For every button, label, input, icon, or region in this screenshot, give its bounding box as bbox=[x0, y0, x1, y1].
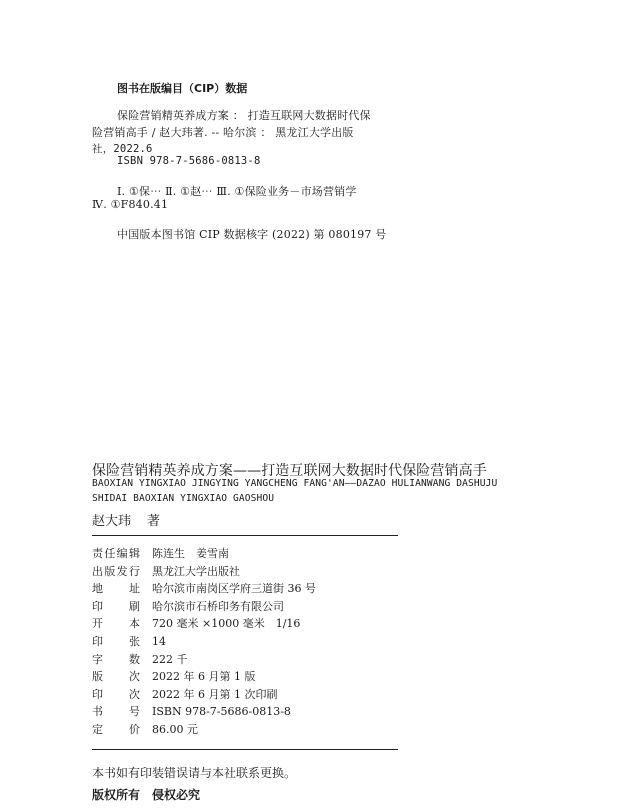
detail-value: 哈尔滨市石桥印务有限公司 bbox=[152, 599, 284, 613]
detail-label bbox=[92, 687, 140, 703]
detail-value: 14 bbox=[152, 635, 166, 648]
detail-label-char: 开 bbox=[92, 617, 103, 631]
detail-value: 86.00 元 bbox=[152, 723, 198, 736]
detail-value: 2022 年 6 月第 1 版 bbox=[152, 670, 256, 684]
cip-title-line-2: 险营销高手 / 赵大玮著. -- 哈尔滨 ： 黑龙江大学出版 bbox=[92, 126, 354, 139]
detail-label bbox=[92, 634, 140, 650]
detail-row bbox=[92, 722, 198, 738]
detail-label-char: 次 bbox=[129, 670, 140, 684]
detail-label-char: 地 bbox=[92, 582, 103, 596]
detail-row bbox=[92, 687, 278, 703]
detail-label-char: 字 bbox=[92, 652, 103, 666]
detail-label-char: 辑 bbox=[128, 547, 140, 560]
top-divider bbox=[92, 535, 398, 536]
detail-label-char: 址 bbox=[129, 582, 140, 596]
cip-subject-line-1: Ⅰ. ①保⋯ Ⅱ. ①赵⋯ Ⅲ. ①保险业务－市场营销学 bbox=[117, 185, 357, 198]
detail-label-char: 印 bbox=[92, 599, 103, 613]
detail-label-char: 编 bbox=[116, 547, 128, 560]
bottom-divider bbox=[92, 749, 398, 750]
detail-label bbox=[92, 669, 140, 685]
detail-label bbox=[92, 704, 140, 720]
cip-heading: 图书在版编目（CIP）数据 bbox=[117, 82, 248, 95]
detail-row bbox=[92, 616, 301, 632]
detail-value: ISBN 978-7-5686-0813-8 bbox=[152, 705, 291, 719]
detail-label-char: 印 bbox=[92, 635, 103, 648]
detail-row bbox=[92, 634, 166, 650]
author-line bbox=[92, 510, 160, 529]
detail-row bbox=[92, 599, 284, 615]
detail-value: 2022 年 6 月第 1 次印刷 bbox=[152, 687, 278, 701]
replacement-notice: 本书如有印装错误请与本社联系更换。 bbox=[92, 766, 297, 780]
book-title-pinyin-line-1: BAOXIAN YINGXIAO JINGYING YANGCHENG FANG'AN——DAZAO HULIANWANG DASHUJU bbox=[92, 478, 498, 489]
author-role: 著 bbox=[147, 514, 161, 529]
detail-label-char: 版 bbox=[92, 670, 103, 684]
detail-label bbox=[92, 564, 140, 580]
detail-label-char: 数 bbox=[129, 652, 140, 666]
detail-label-char: 书 bbox=[92, 705, 103, 719]
detail-label-char: 号 bbox=[129, 705, 140, 719]
detail-label-char: 价 bbox=[129, 723, 140, 736]
detail-row bbox=[92, 704, 291, 720]
detail-label-char: 行 bbox=[128, 564, 140, 578]
detail-value: 222 千 bbox=[152, 652, 188, 666]
detail-row bbox=[92, 564, 240, 580]
detail-label-char: 刷 bbox=[129, 599, 140, 613]
detail-row bbox=[92, 669, 256, 685]
detail-label bbox=[92, 581, 140, 597]
detail-label bbox=[92, 546, 140, 562]
book-title-pinyin-line-2: SHIDAI BAOXIAN YINGXIAO GAOSHOU bbox=[92, 493, 275, 504]
cip-title-line-3: 社，2022.6 bbox=[92, 143, 153, 155]
detail-label-char: 定 bbox=[92, 723, 103, 736]
detail-label-char: 张 bbox=[129, 635, 140, 648]
detail-label-char: 任 bbox=[104, 547, 116, 560]
detail-label-char: 版 bbox=[104, 564, 116, 578]
detail-value: 哈尔滨市南岗区学府三道街 36 号 bbox=[152, 582, 316, 596]
detail-label-char: 出 bbox=[92, 564, 103, 578]
detail-label bbox=[92, 599, 140, 615]
detail-label-char: 责 bbox=[92, 547, 103, 560]
cip-isbn: ISBN 978-7-5686-0813-8 bbox=[117, 155, 261, 167]
detail-label bbox=[92, 652, 140, 668]
cip-subject-line-2: Ⅳ. ①F840.41 bbox=[92, 198, 169, 211]
cip-verification: 中国版本图书馆 CIP 数据核字 (2022) 第 080197 号 bbox=[117, 228, 387, 241]
detail-row bbox=[92, 652, 188, 668]
cip-title-line-1: 保险营销精英养成方案 ： 打造互联网大数据时代保 bbox=[117, 109, 371, 122]
author-name: 赵大玮 bbox=[92, 514, 132, 529]
detail-row bbox=[92, 546, 229, 562]
detail-label-char: 次 bbox=[129, 687, 140, 701]
detail-label-char: 发 bbox=[116, 564, 128, 578]
detail-row bbox=[92, 581, 316, 597]
detail-value: 720 毫米 ×1000 毫米 1/16 bbox=[152, 617, 301, 631]
detail-value: 黑龙江大学出版社 bbox=[152, 564, 240, 578]
book-title: 保险营销精英养成方案——打造互联网大数据时代保险营销高手 bbox=[92, 463, 487, 479]
detail-label bbox=[92, 722, 140, 738]
detail-value: 陈连生 姜雪南 bbox=[152, 547, 229, 560]
detail-label-char: 本 bbox=[129, 617, 140, 631]
copyright-notice: 版权所有 侵权必究 bbox=[92, 788, 201, 802]
detail-label-char: 印 bbox=[92, 687, 103, 701]
detail-label bbox=[92, 616, 140, 632]
